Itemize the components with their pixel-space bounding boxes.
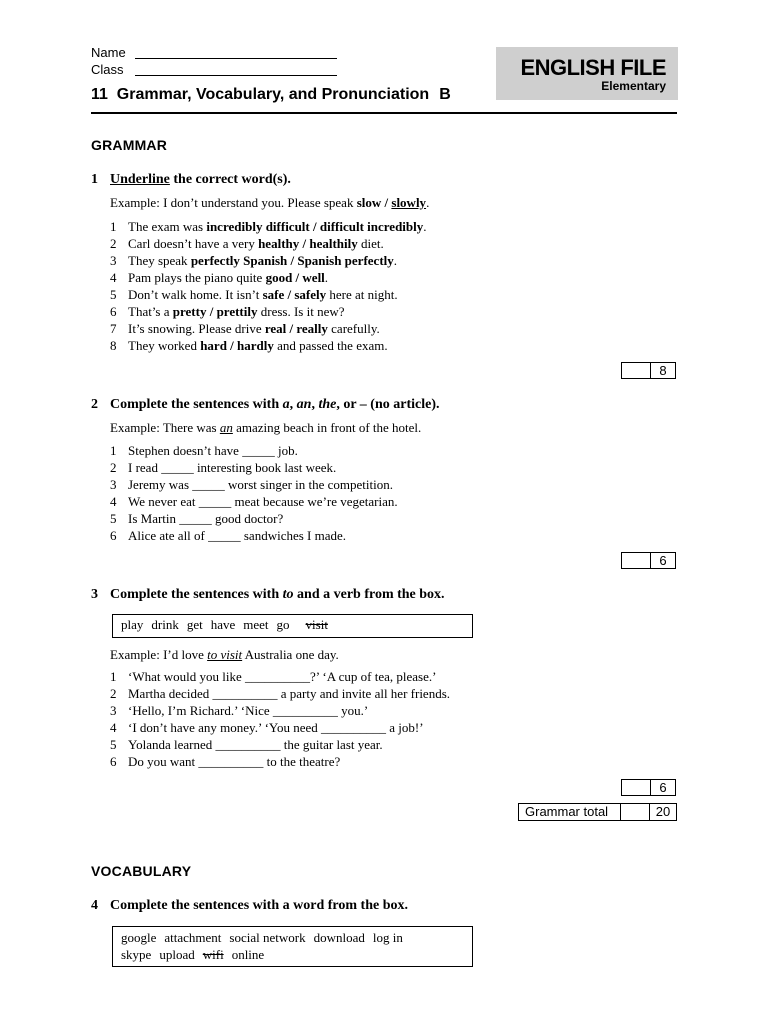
item-number: 5 — [110, 511, 117, 526]
q3-number: 3 — [91, 587, 98, 602]
q2-item — [110, 477, 393, 493]
item-text-post: . — [393, 253, 398, 268]
q3-box-struck-word: visit — [305, 617, 328, 632]
item-text: ‘I don’t have any money.’ ‘You need __________ a job!’ — [128, 720, 424, 735]
q2-score-blank[interactable] — [622, 553, 651, 568]
q1-score-value: 8 — [659, 363, 667, 378]
item-number: 5 — [110, 737, 117, 752]
logo-subtitle: Elementary — [601, 79, 666, 93]
item-options: perfectly Spanish / Spanish perfectly — [190, 253, 394, 268]
q4-instruction — [91, 898, 408, 914]
item-options: healthy / healthily — [258, 236, 358, 251]
box-word: get — [186, 617, 203, 632]
q3-item — [110, 754, 340, 770]
q2-example — [110, 420, 421, 436]
item-number: 1 — [110, 443, 117, 458]
item-text: Jeremy was _____ worst singer in the competition. — [128, 477, 394, 492]
q1-item — [110, 236, 384, 252]
q1-item — [110, 253, 397, 269]
q4-instr: Complete the sentences with a word from the box. — [110, 898, 408, 913]
item-text-pre: It’s snowing. Please drive — [128, 321, 265, 336]
name-line[interactable] — [135, 58, 337, 59]
q2-item — [110, 443, 298, 459]
q3-example-pre: Example: I’d love — [110, 647, 208, 662]
q1-number: 1 — [91, 172, 98, 187]
q4-box-line1 — [121, 929, 464, 946]
item-text: ‘Hello, I’m Richard.’ ‘Nice __________ you.’ — [128, 703, 369, 718]
page-title-text: 11 Grammar, Vocabulary, and Pronunciation — [91, 86, 430, 103]
q1-item — [110, 287, 398, 303]
item-options: hard / hardly — [200, 338, 274, 353]
box-word: upload — [159, 947, 195, 962]
q1-score-blank[interactable] — [622, 363, 651, 378]
logo-title: ENGLISH FILE — [520, 55, 666, 80]
q2-item — [110, 511, 283, 527]
q2-instr-the-article: the — [318, 397, 337, 412]
q3-score-box — [621, 779, 676, 796]
q3-word-box — [112, 614, 473, 638]
q3-score-value: 6 — [659, 780, 667, 795]
q2-item — [110, 460, 336, 476]
item-number: 1 — [110, 669, 117, 684]
q4-box-line2 — [121, 946, 464, 963]
q1-score-box — [621, 362, 676, 379]
grammar-total-label: Grammar total — [519, 804, 621, 820]
item-number: 6 — [110, 304, 117, 319]
vocabulary-heading: VOCABULARY — [91, 863, 192, 879]
item-text-post: carefully. — [327, 321, 380, 336]
q1-item — [110, 321, 380, 337]
q1-example-end: . — [426, 195, 430, 210]
test-version: B — [439, 86, 451, 103]
box-word: skype — [121, 947, 152, 962]
class-field — [91, 62, 124, 77]
q3-score-blank[interactable] — [622, 780, 651, 795]
box-word: social network — [229, 930, 306, 945]
q4-box-line2-b — [232, 947, 273, 962]
item-number: 1 — [110, 219, 117, 234]
page-title — [91, 86, 451, 104]
item-text-post: and passed the exam. — [273, 338, 388, 353]
q2-instr-b: , or – (no article). — [336, 397, 440, 412]
name-field — [91, 45, 126, 60]
item-text: Is Martin _____ good doctor? — [128, 511, 284, 526]
item-number: 4 — [110, 494, 117, 509]
item-number: 4 — [110, 720, 117, 735]
header-rule — [91, 112, 677, 114]
q2-score-value: 6 — [659, 553, 667, 568]
q3-item — [110, 703, 368, 719]
q3-item — [110, 669, 436, 685]
q1-example-text: Example: I don’t understand you. Please speak — [110, 195, 357, 210]
item-text-pre: Carl doesn’t have a very — [128, 236, 259, 251]
item-number: 6 — [110, 528, 117, 543]
box-word: google — [121, 930, 157, 945]
q2-instruction — [91, 397, 439, 413]
box-word: attachment — [164, 930, 222, 945]
q3-example — [110, 647, 339, 663]
q2-number: 2 — [91, 397, 98, 412]
item-text: Martha decided __________ a party and invite all her friends. — [128, 686, 451, 701]
q2-instr-an-article: an — [296, 397, 312, 412]
q1-example-sep: / — [381, 195, 392, 210]
item-number: 6 — [110, 754, 117, 769]
item-options: good / well — [265, 270, 325, 285]
name-label: Name — [91, 45, 126, 60]
item-number: 2 — [110, 236, 117, 251]
q2-example-post: amazing beach in front of the hotel. — [232, 420, 422, 435]
item-text-post: . — [423, 219, 427, 234]
q3-box-words — [121, 617, 298, 632]
class-label: Class — [91, 62, 124, 77]
q2-example-answer: an — [219, 420, 233, 435]
item-number: 3 — [110, 253, 117, 268]
q3-instr-to: to — [282, 587, 294, 602]
q4-box-struck-word: wifi — [202, 947, 224, 962]
item-number: 7 — [110, 321, 117, 336]
q1-item — [110, 270, 328, 286]
item-number: 3 — [110, 703, 117, 718]
item-number: 8 — [110, 338, 117, 353]
item-text-post: here at night. — [326, 287, 398, 302]
item-text: Stephen doesn’t have _____ job. — [128, 443, 298, 458]
q1-example-answer: slowly — [391, 195, 427, 210]
q1-item — [110, 338, 388, 354]
q2-instr-a: Complete the sentences with — [110, 397, 283, 412]
item-options: safe / safely — [262, 287, 327, 302]
item-number: 4 — [110, 270, 117, 285]
item-number: 5 — [110, 287, 117, 302]
box-word: have — [210, 617, 236, 632]
item-text-pre: They worked — [128, 338, 201, 353]
q4-number: 4 — [91, 898, 98, 913]
item-text-pre: Don’t walk home. It isn’t — [128, 287, 263, 302]
q2-item — [110, 528, 346, 544]
q2-item — [110, 494, 398, 510]
item-number: 3 — [110, 477, 117, 492]
q1-example — [110, 195, 429, 211]
item-options: real / really — [264, 321, 328, 336]
item-text-pre: They speak — [128, 253, 191, 268]
q1-example-option: slow — [356, 195, 382, 210]
q1-instr-rest: the correct word(s). — [169, 172, 291, 187]
box-word: drink — [151, 617, 179, 632]
q1-item — [110, 304, 345, 320]
item-text: ‘What would you like __________?’ ‘A cup of tea, please.’ — [128, 669, 437, 684]
q3-instr-a: Complete the sentences with — [110, 587, 283, 602]
item-options: incredibly difficult / difficult incredibly — [206, 219, 424, 234]
q3-instruction — [91, 587, 445, 603]
item-text-pre: Pam plays the piano quite — [128, 270, 266, 285]
item-text-pre: That’s a — [128, 304, 173, 319]
grammar-total-box — [518, 803, 677, 821]
q3-example-post: Australia one day. — [242, 647, 339, 662]
q3-instr-b: and a verb from the box. — [293, 587, 445, 602]
q3-item — [110, 720, 424, 736]
item-number: 2 — [110, 460, 117, 475]
box-word: play — [121, 617, 144, 632]
q1-instr-underline: Underline — [110, 172, 170, 187]
q2-example-pre: Example: There was — [110, 420, 220, 435]
box-word: download — [313, 930, 365, 945]
box-word: log in — [372, 930, 403, 945]
item-number: 2 — [110, 686, 117, 701]
item-text: We never eat _____ meat because we’re vegetarian. — [128, 494, 398, 509]
q3-item — [110, 686, 450, 702]
q2-instr-comma1: , — [289, 397, 297, 412]
item-text: I read _____ interesting book last week. — [128, 460, 337, 475]
q1-item — [110, 219, 427, 235]
q3-item — [110, 737, 383, 753]
q2-instr-comma2: , — [311, 397, 319, 412]
q2-score-box — [621, 552, 676, 569]
item-text-pre: The exam was — [128, 219, 207, 234]
item-text-post: dress. Is it new? — [257, 304, 345, 319]
grammar-total-value: 20 — [655, 804, 671, 819]
english-file-logo — [496, 47, 678, 100]
class-line[interactable] — [135, 75, 337, 76]
item-text: Do you want __________ to the theatre? — [128, 754, 341, 769]
item-options: pretty / prettily — [172, 304, 258, 319]
item-text: Alice ate all of _____ sandwiches I made. — [128, 528, 347, 543]
q2-instr-a-article: a — [282, 397, 290, 412]
grammar-heading: GRAMMAR — [91, 137, 168, 153]
q3-example-answer: to visit — [207, 647, 243, 662]
item-text: Yolanda learned __________ the guitar last year. — [128, 737, 383, 752]
q4-box-line2-a — [121, 947, 203, 962]
q1-instruction — [91, 172, 291, 188]
box-word: go — [276, 617, 290, 632]
grammar-total-blank[interactable] — [621, 804, 650, 820]
item-text-post: diet. — [357, 236, 384, 251]
box-word: online — [231, 947, 265, 962]
box-word: meet — [243, 617, 269, 632]
item-text-post: . — [324, 270, 329, 285]
q4-word-box — [112, 926, 473, 967]
